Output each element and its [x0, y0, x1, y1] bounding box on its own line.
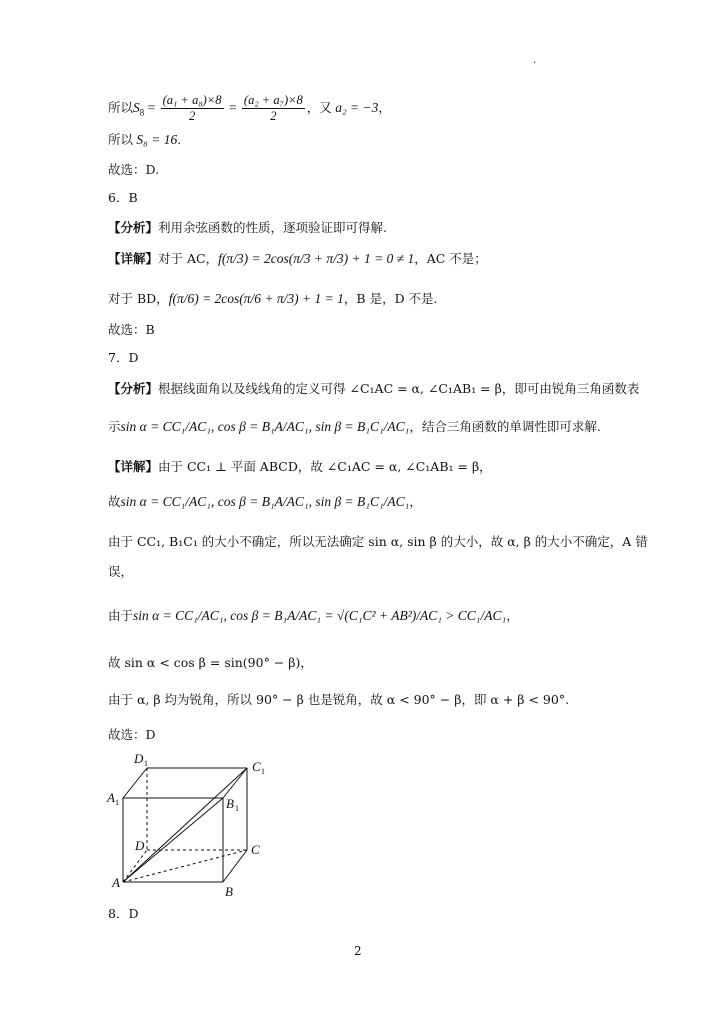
text-prefix: 故 — [108, 494, 121, 509]
label-B1: B — [226, 796, 234, 811]
label-C: C — [251, 842, 260, 857]
s8-subscript: 8 — [139, 107, 145, 118]
detail-expression: f(π/3) = 2cos(π/3 + π/3) + 1 = 0 ≠ 1 — [218, 251, 415, 266]
page-number: 2 — [354, 944, 362, 958]
label-C1-sub: 1 — [261, 767, 265, 776]
text-suffix: ，又 — [306, 100, 332, 115]
text-suffix: ， — [409, 494, 422, 509]
label-B: B — [225, 884, 233, 899]
text-prefix: 由于 — [108, 608, 134, 623]
q6-analysis — [108, 219, 387, 237]
text-prefix: 所以 — [108, 132, 134, 147]
edge-BC — [223, 850, 247, 882]
label-A1-sub: 1 — [115, 798, 119, 807]
s8-result: S₈ = 16 — [133, 132, 178, 147]
detail-suffix: ，AC 不是； — [414, 251, 487, 266]
label-A1: A — [107, 790, 115, 805]
fraction-2 — [242, 93, 305, 124]
trig-expression: sin α = CC₁/AC₁, cos β = B₁A/AC₁, sin β = B₁C₁/AC₁ — [120, 494, 410, 509]
trig-expression: sin α = CC₁/AC₁, cos β = B₁A/AC₁, sin β = B₁C₁/AC₁ — [120, 419, 410, 434]
q7-analysis-1 — [108, 380, 639, 398]
detail-tag: 【详解】 — [108, 459, 159, 474]
label-B1-sub: 1 — [235, 804, 239, 813]
fraction-2-numerator: (a₂ + a₇)×8 — [243, 93, 303, 107]
q7-answer: 故选：D — [108, 727, 156, 742]
a2-expression: a₂ = −3 — [331, 100, 379, 115]
q5-answer: 故选：D. — [108, 162, 160, 177]
q6-number: 6．B — [108, 190, 138, 205]
q7-detail-7: 由于 α, β 均为锐角，所以 90° − β 也是锐角，故 α < 90° − β，即 α + β < 90°. — [108, 692, 570, 707]
label-D1: D — [134, 751, 144, 766]
q5-sum-formula-line — [108, 93, 391, 124]
q7-detail-5 — [108, 607, 519, 625]
q7-detail-4: 误， — [108, 564, 134, 579]
q7-analysis-2 — [108, 418, 601, 436]
detail-prefix: 对于 AC， — [158, 251, 219, 266]
cube-figure — [100, 750, 290, 900]
q5-result-line — [108, 131, 181, 149]
equals-2: = — [225, 100, 240, 115]
detail-prefix: 对于 BD， — [108, 291, 169, 306]
text-end: . — [177, 132, 182, 147]
label-C1: C — [252, 759, 261, 774]
edge-B1C1 — [223, 768, 247, 798]
detail-tag: 【详解】 — [108, 251, 159, 266]
analysis-text: 根据线面角以及线线角的定义可得 ∠C₁AC = α, ∠C₁AB₁ = β，即可由锐角三角函数表 — [158, 381, 640, 396]
diagonal-AC1 — [123, 768, 247, 882]
text-suffix: ，结合三角函数的单调性即可求解. — [409, 419, 601, 434]
q7-detail-2 — [108, 493, 422, 511]
q7-detail-6: 故 sin α < cos β = sin(90° − β)， — [108, 655, 313, 670]
text-prefix: 所以 — [108, 100, 134, 115]
fraction-1 — [161, 93, 224, 124]
text-suffix: ， — [506, 608, 519, 623]
s8-symbol: S — [133, 100, 140, 115]
detail-suffix: ，B 是，D 不是. — [343, 291, 438, 306]
analysis-tag: 【分析】 — [108, 220, 159, 235]
q6-detail — [108, 250, 487, 268]
q6-answer: 故选：B — [108, 322, 155, 337]
fraction-1-numerator: (a₁ + a₈)×8 — [162, 93, 222, 107]
q7-detail-1 — [108, 458, 492, 476]
text-prefix: 示 — [108, 419, 121, 434]
fraction-1-denominator: 2 — [188, 109, 196, 123]
q8-number: 8．D — [108, 906, 139, 921]
header-dot: . — [533, 55, 537, 66]
q6-detail-2 — [108, 290, 438, 308]
analysis-tag: 【分析】 — [108, 381, 159, 396]
text-end: ， — [378, 100, 391, 115]
label-A: A — [112, 875, 120, 890]
label-D: D — [135, 838, 145, 853]
label-D1-sub: 1 — [144, 759, 148, 768]
equals: = — [144, 100, 159, 115]
q7-number: 7．D — [108, 350, 139, 365]
detail-text: 由于 CC₁ ⊥ 平面 ABCD，故 ∠C₁AC = α, ∠C₁AB₁ = β， — [158, 459, 492, 474]
analysis-text: 利用余弦函数的性质，逐项验证即可得解. — [158, 220, 387, 235]
edge-A1D1 — [123, 768, 147, 798]
q7-detail-3: 由于 CC₁, B₁C₁ 的大小不确定，所以无法确定 sin α, sin β 的大小，故 α, β 的大小不确定，A 错 — [108, 534, 648, 549]
trig-expression: sin α = CC₁/AC₁, cos β = B₁A/AC₁ = √(C₁C² + AB²)/AC₁ > CC₁/AC₁ — [133, 608, 507, 623]
fraction-2-denominator: 2 — [270, 109, 277, 123]
detail-expression: f(π/6) = 2cos(π/6 + π/3) + 1 = 1 — [168, 291, 344, 306]
